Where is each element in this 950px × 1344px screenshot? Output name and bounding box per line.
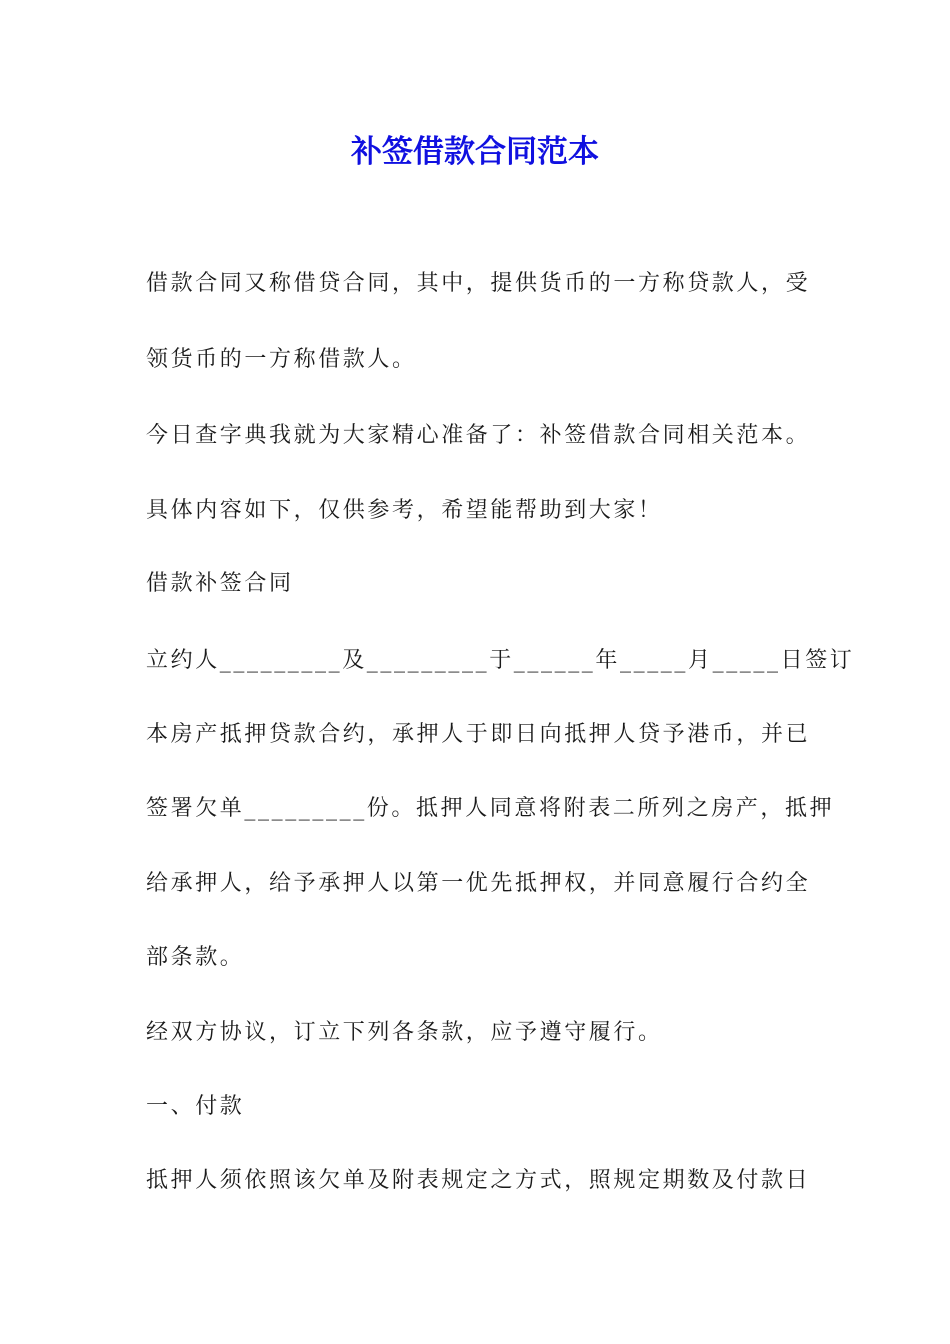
body-line-6: 立约人_________及_________于______年_____月_____日签订 [146,648,855,673]
body-line-10: 部条款。 [146,945,245,970]
body-line-9: 给承押人，给予承押人以第一优先抵押权，并同意履行合约全 [146,871,811,896]
document-title: 补签借款合同范本 [351,134,599,170]
section-heading-contract: 借款补签合同 [146,571,294,596]
body-line-2: 领货币的一方称借款人。 [146,347,417,372]
body-line-11: 经双方协议，订立下列各条款，应予遵守履行。 [146,1020,663,1045]
body-line-7: 本房产抵押贷款合约，承押人于即日向抵押人贷予港币，并已 [146,722,811,747]
body-line-8: 签署欠单_________份。抵押人同意将附表二所列之房产，抵押 [146,796,835,821]
body-line-3: 今日查字典我就为大家精心准备了：补签借款合同相关范本。 [146,423,811,448]
section-heading-payment: 一、付款 [146,1094,245,1119]
body-line-1: 借款合同又称借贷合同，其中，提供货币的一方称贷款人，受 [146,271,811,296]
body-line-4: 具体内容如下，仅供参考，希望能帮助到大家！ [146,498,663,523]
body-line-13: 抵押人须依照该欠单及附表规定之方式，照规定期数及付款日 [146,1168,811,1193]
